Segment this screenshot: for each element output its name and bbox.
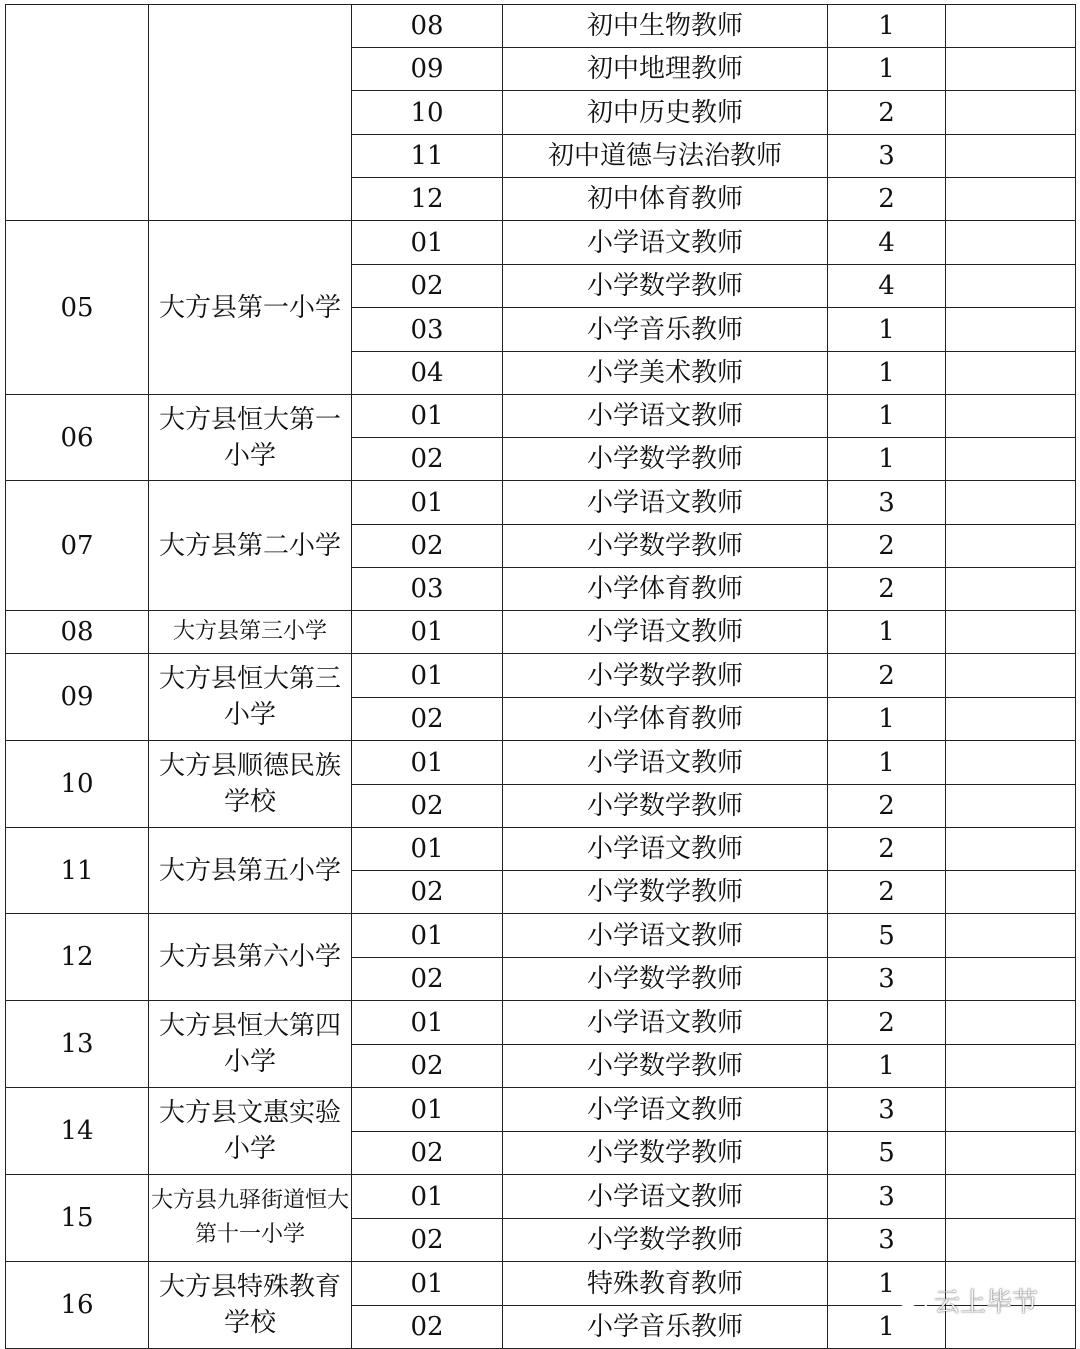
remarks-cell [946, 611, 1076, 654]
remarks-cell [946, 135, 1076, 178]
position-count-cell: 1 [828, 698, 946, 741]
position-code-cell: 03 [352, 568, 503, 611]
remarks-cell [946, 308, 1076, 352]
position-count-cell: 3 [828, 481, 946, 525]
position-name-cell: 小学数学教师 [503, 438, 828, 481]
position-name-cell: 小学语文教师 [503, 611, 828, 654]
position-count-cell: 1 [828, 5, 946, 48]
recruitment-table [5, 4, 1076, 1349]
position-count-cell: 1 [828, 1262, 946, 1306]
position-code-cell: 01 [352, 481, 503, 525]
position-code-cell: 01 [352, 1088, 503, 1132]
position-name-cell: 小学语文教师 [503, 828, 828, 871]
position-name-cell: 初中生物教师 [503, 5, 828, 48]
wechat-icon [896, 1288, 928, 1314]
position-name-cell: 小学语文教师 [503, 481, 828, 525]
unit-name-cell: 大方县第二小学 [149, 481, 352, 611]
position-count-cell: 1 [828, 48, 946, 91]
position-count-cell: 3 [828, 135, 946, 178]
position-name-cell: 小学音乐教师 [503, 1306, 828, 1349]
unit-number-cell: 13 [6, 1001, 149, 1088]
position-count-cell: 3 [828, 1088, 946, 1132]
unit-number-cell: 14 [6, 1088, 149, 1175]
remarks-cell [946, 265, 1076, 308]
remarks-cell [946, 741, 1076, 785]
table-row [6, 654, 1076, 698]
position-count-cell: 1 [828, 352, 946, 395]
position-count-cell: 2 [828, 654, 946, 698]
position-name-cell: 小学数学教师 [503, 1219, 828, 1262]
unit-name-cell: 大方县九驿街道恒大第十一小学 [149, 1175, 352, 1262]
position-code-cell: 01 [352, 395, 503, 438]
remarks-cell [946, 1175, 1076, 1219]
position-code-cell: 01 [352, 828, 503, 871]
position-name-cell: 初中道德与法治教师 [503, 135, 828, 178]
position-count-cell: 1 [828, 1045, 946, 1088]
position-code-cell: 02 [352, 1306, 503, 1349]
position-count-cell: 2 [828, 525, 946, 568]
watermark-text: 云上毕节 [934, 1288, 1039, 1318]
remarks-cell [946, 438, 1076, 481]
position-code-cell: 09 [352, 48, 503, 91]
position-code-cell: 11 [352, 135, 503, 178]
table-row [6, 481, 1076, 525]
unit-name-cell: 大方县第一小学 [149, 221, 352, 395]
table-row [6, 828, 1076, 871]
position-code-cell: 08 [352, 5, 503, 48]
remarks-cell [946, 1219, 1076, 1262]
position-name-cell: 小学数学教师 [503, 785, 828, 828]
position-code-cell: 03 [352, 308, 503, 352]
position-code-cell: 01 [352, 611, 503, 654]
watermark [896, 1282, 1038, 1319]
unit-number-cell: 09 [6, 654, 149, 741]
remarks-cell [946, 221, 1076, 265]
position-name-cell: 小学数学教师 [503, 525, 828, 568]
position-code-cell: 02 [352, 785, 503, 828]
remarks-cell [946, 525, 1076, 568]
position-count-cell: 1 [828, 1306, 946, 1349]
position-name-cell: 小学语文教师 [503, 221, 828, 265]
position-code-cell: 01 [352, 1262, 503, 1306]
position-count-cell: 2 [828, 871, 946, 914]
position-count-cell: 2 [828, 1001, 946, 1045]
position-count-cell: 4 [828, 265, 946, 308]
remarks-cell [946, 871, 1076, 914]
unit-name-cell: 大方县第三小学 [149, 611, 352, 654]
position-name-cell: 小学体育教师 [503, 568, 828, 611]
table-body [6, 5, 1076, 1349]
unit-number-cell [6, 5, 149, 221]
position-count-cell: 1 [828, 395, 946, 438]
unit-name-cell: 大方县特殊教育学校 [149, 1262, 352, 1349]
table-row [6, 395, 1076, 438]
position-name-cell: 小学语文教师 [503, 1001, 828, 1045]
position-count-cell: 5 [828, 914, 946, 958]
remarks-cell [946, 568, 1076, 611]
position-code-cell: 02 [352, 438, 503, 481]
position-name-cell: 小学语文教师 [503, 914, 828, 958]
unit-number-cell: 08 [6, 611, 149, 654]
table-row [6, 1175, 1076, 1219]
position-count-cell: 2 [828, 785, 946, 828]
remarks-cell [946, 1001, 1076, 1045]
position-code-cell: 02 [352, 871, 503, 914]
unit-name-cell: 大方县恒大第四小学 [149, 1001, 352, 1088]
position-name-cell: 特殊教育教师 [503, 1262, 828, 1306]
remarks-cell [946, 958, 1076, 1001]
remarks-cell [946, 914, 1076, 958]
position-code-cell: 02 [352, 698, 503, 741]
remarks-cell [946, 395, 1076, 438]
position-code-cell: 02 [352, 525, 503, 568]
position-code-cell: 01 [352, 914, 503, 958]
remarks-cell [946, 178, 1076, 221]
position-name-cell: 小学体育教师 [503, 698, 828, 741]
remarks-cell [946, 5, 1076, 48]
position-count-cell: 1 [828, 308, 946, 352]
position-name-cell: 小学音乐教师 [503, 308, 828, 352]
position-name-cell: 小学数学教师 [503, 958, 828, 1001]
position-code-cell: 12 [352, 178, 503, 221]
position-code-cell: 02 [352, 1132, 503, 1175]
position-code-cell: 02 [352, 1045, 503, 1088]
position-name-cell: 小学数学教师 [503, 654, 828, 698]
position-name-cell: 小学语文教师 [503, 395, 828, 438]
unit-name-cell: 大方县第六小学 [149, 914, 352, 1001]
position-count-cell: 2 [828, 568, 946, 611]
unit-name-cell: 大方县文惠实验小学 [149, 1088, 352, 1175]
position-count-cell: 1 [828, 438, 946, 481]
remarks-cell [946, 698, 1076, 741]
position-name-cell: 小学数学教师 [503, 1045, 828, 1088]
unit-number-cell: 16 [6, 1262, 149, 1349]
unit-number-cell: 11 [6, 828, 149, 914]
position-count-cell: 3 [828, 1175, 946, 1219]
position-name-cell: 小学语文教师 [503, 741, 828, 785]
position-name-cell: 初中地理教师 [503, 48, 828, 91]
table-row [6, 5, 1076, 48]
remarks-cell [946, 1088, 1076, 1132]
remarks-cell [946, 654, 1076, 698]
table-row [6, 914, 1076, 958]
position-count-cell: 3 [828, 958, 946, 1001]
remarks-cell [946, 1045, 1076, 1088]
position-code-cell: 02 [352, 1219, 503, 1262]
position-name-cell: 初中体育教师 [503, 178, 828, 221]
remarks-cell [946, 48, 1076, 91]
unit-name-cell [149, 5, 352, 221]
unit-number-cell: 12 [6, 914, 149, 1001]
position-code-cell: 01 [352, 221, 503, 265]
position-code-cell: 10 [352, 91, 503, 135]
position-code-cell: 01 [352, 654, 503, 698]
unit-number-cell: 10 [6, 741, 149, 828]
position-code-cell: 04 [352, 352, 503, 395]
table-row [6, 611, 1076, 654]
unit-name-cell: 大方县恒大第一小学 [149, 395, 352, 481]
position-count-cell: 1 [828, 741, 946, 785]
unit-number-cell: 06 [6, 395, 149, 481]
position-name-cell: 初中历史教师 [503, 91, 828, 135]
remarks-cell [946, 785, 1076, 828]
position-name-cell: 小学数学教师 [503, 1132, 828, 1175]
unit-name-cell: 大方县恒大第三小学 [149, 654, 352, 741]
table-row [6, 1088, 1076, 1132]
unit-number-cell: 05 [6, 221, 149, 395]
position-name-cell: 小学数学教师 [503, 265, 828, 308]
position-count-cell: 4 [828, 221, 946, 265]
remarks-cell [946, 828, 1076, 871]
position-code-cell: 02 [352, 265, 503, 308]
position-count-cell: 2 [828, 91, 946, 135]
table-row [6, 741, 1076, 785]
remarks-cell [946, 481, 1076, 525]
position-name-cell: 小学语文教师 [503, 1088, 828, 1132]
position-code-cell: 01 [352, 1175, 503, 1219]
remarks-cell [946, 1132, 1076, 1175]
position-code-cell: 01 [352, 1001, 503, 1045]
position-count-cell: 2 [828, 828, 946, 871]
remarks-cell [946, 352, 1076, 395]
position-code-cell: 02 [352, 958, 503, 1001]
unit-name-cell: 大方县顺德民族学校 [149, 741, 352, 828]
unit-number-cell: 15 [6, 1175, 149, 1262]
position-code-cell: 01 [352, 741, 503, 785]
position-count-cell: 1 [828, 611, 946, 654]
remarks-cell [946, 91, 1076, 135]
table-row [6, 1001, 1076, 1045]
position-name-cell: 小学数学教师 [503, 871, 828, 914]
position-count-cell: 3 [828, 1219, 946, 1262]
position-name-cell: 小学美术教师 [503, 352, 828, 395]
position-count-cell: 5 [828, 1132, 946, 1175]
unit-number-cell: 07 [6, 481, 149, 611]
position-count-cell: 2 [828, 178, 946, 221]
table-row [6, 221, 1076, 265]
unit-name-cell: 大方县第五小学 [149, 828, 352, 914]
position-name-cell: 小学语文教师 [503, 1175, 828, 1219]
